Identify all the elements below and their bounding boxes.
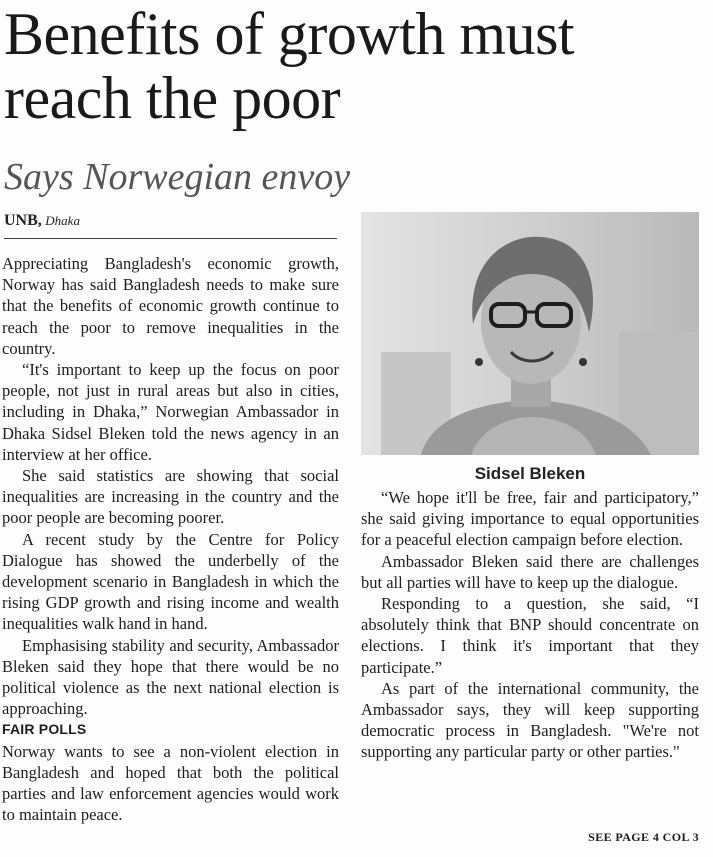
paragraph: Responding to a question, she said, “I absolutely think that BNP should concentrate on elections. I think it's important that they participate.” xyxy=(361,594,699,677)
byline-divider xyxy=(4,238,337,239)
byline xyxy=(4,212,80,230)
portrait-photo xyxy=(361,212,699,455)
article-column-left xyxy=(2,253,339,825)
continued-jump-line: SEE PAGE 4 COL 3 xyxy=(588,830,699,844)
photo-caption: Sidsel Bleken xyxy=(474,464,586,483)
paragraph: Norway wants to see a non-violent election in Bangladesh and hoped that both the political parties and law enforcement agencies would work to maintain peace. xyxy=(2,741,339,825)
paragraph: Emphasising stability and security, Ambassador Bleken said they hope that there would be no political violence as the next national election is approaching. xyxy=(2,635,339,719)
subheadline: Says Norwegian envoy xyxy=(4,156,351,198)
paragraph: She said statistics are showing that social inequalities are increasing in the country and the poor people are becoming poorer. xyxy=(2,466,339,528)
article-column-right xyxy=(361,487,699,763)
byline-place: Dhaka xyxy=(45,213,80,228)
headline: Benefits of growth must reach the poor xyxy=(4,1,575,131)
byline-agency: UNB, xyxy=(4,212,42,229)
paragraph: “We hope it'll be free, fair and participatory,” she said giving importance to equal opportunities for a peaceful election campaign before election. xyxy=(361,488,699,550)
paragraph: Ambassador Bleken said there are challenges but all parties will have to keep up the dialogue. xyxy=(361,551,699,592)
paragraph: Appreciating Bangladesh's economic growth, Norway has said Bangladesh needs to make sure that the benefits of economic growth continue to reach the poor to remove inequalities in the country. xyxy=(2,254,339,358)
paragraph: As part of the international community, the Ambassador says, they will keep supporting democratic process in Bangladesh. "We're not supporting any particular party or other parties." xyxy=(361,678,699,762)
paragraph: “It's important to keep up the focus on poor people, not just in rural areas but also in cities, including in Dhaka,” Norwegian Ambassador in Dhaka Sidsel Bleken told the news agency in an interview at her office. xyxy=(2,360,339,464)
section-subhead: FAIR POLLS xyxy=(2,721,87,738)
paragraph: A recent study by the Centre for Policy Dialogue has showed the underbelly of the development scenario in Bangladesh in which the rising GDP growth and rising income and wealth inequalities walk hand in hand. xyxy=(2,529,339,634)
